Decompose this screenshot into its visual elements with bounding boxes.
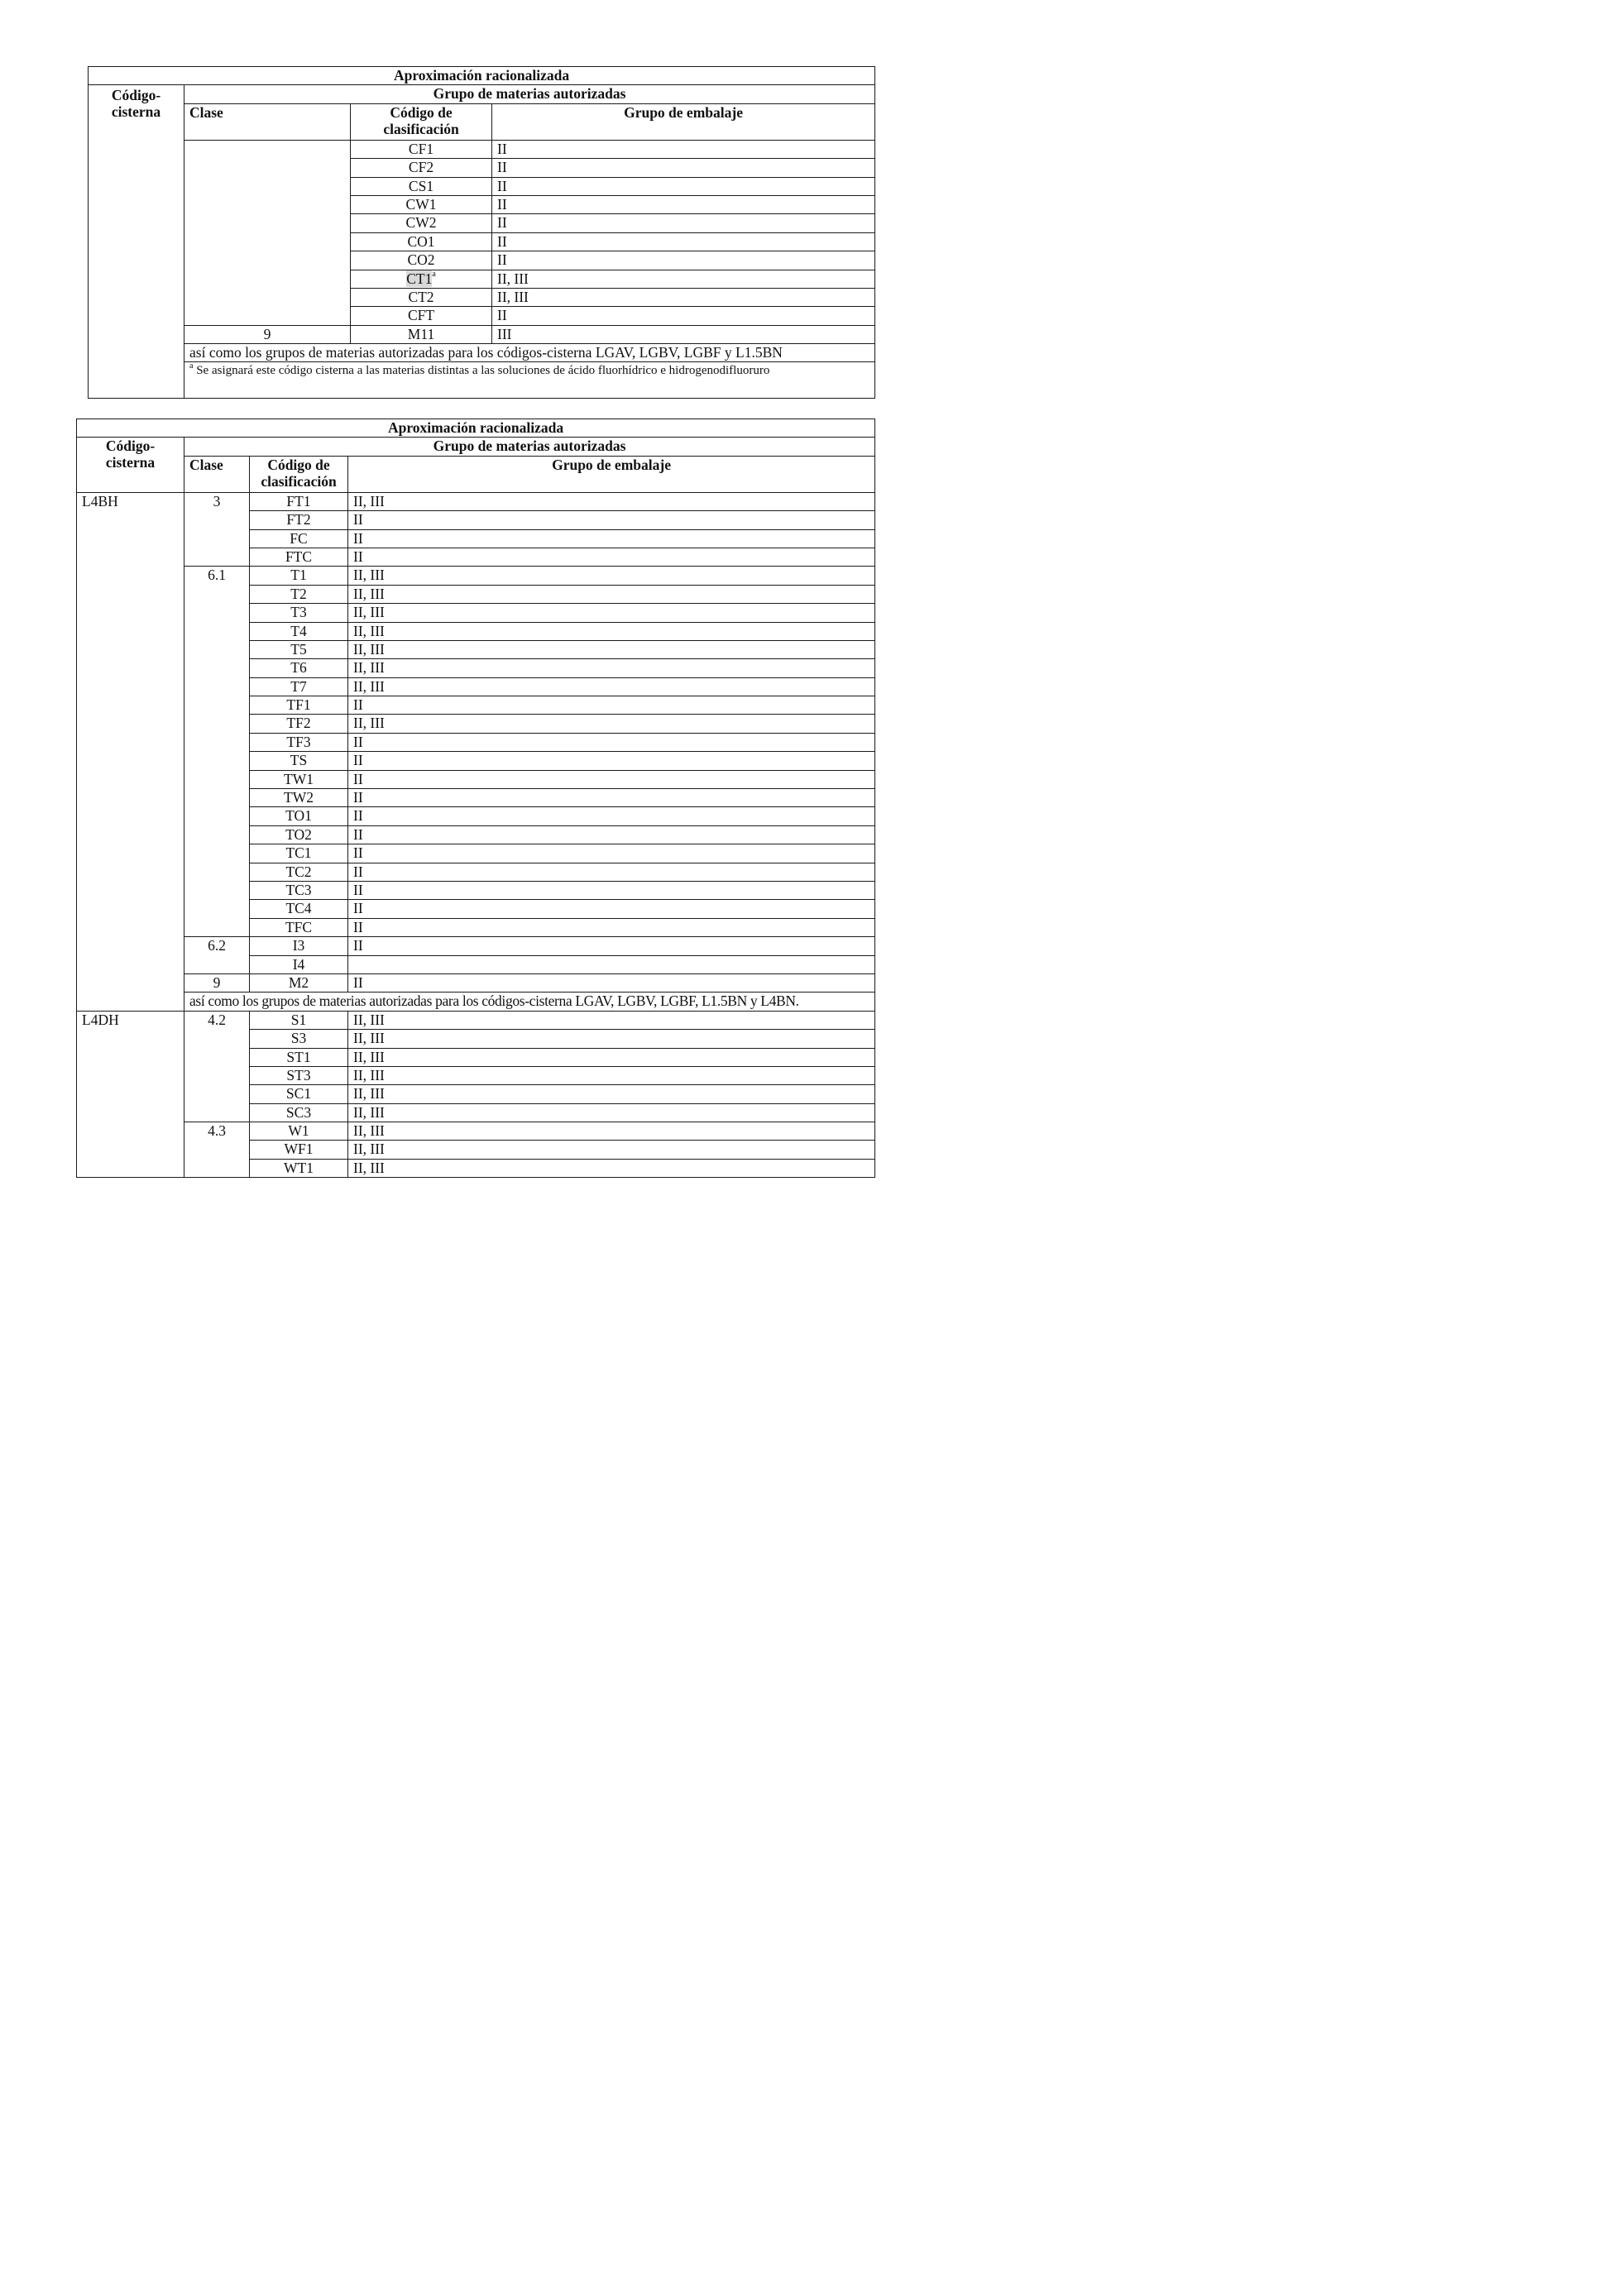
classification-code-text: CW2 [405, 214, 437, 232]
clase-value: 4.3 [184, 1122, 250, 1178]
classification-code-text: CW1 [405, 195, 437, 213]
classification-code: TF3 [250, 733, 348, 751]
packing-group: II [492, 195, 875, 213]
packing-group: II [348, 511, 875, 529]
packing-group: II [348, 844, 875, 863]
code-header: Código- cisterna [77, 438, 184, 492]
classification-code: S1 [250, 1011, 348, 1029]
table-row [89, 140, 875, 158]
table-1 [88, 66, 875, 399]
classification-code [351, 251, 492, 270]
packing-group: II, III [348, 492, 875, 510]
table-2 [76, 419, 875, 1178]
group-header: Grupo de materias autorizadas [184, 85, 875, 103]
footnote [184, 362, 875, 399]
group-header: Grupo de materias autorizadas [184, 438, 875, 456]
classification-code: SC3 [250, 1103, 348, 1122]
packing-group: II [348, 770, 875, 788]
classification-code: M2 [250, 973, 348, 992]
classification-code: TFC [250, 918, 348, 936]
classification-code: TF2 [250, 715, 348, 733]
clase-value: 6.2 [184, 937, 250, 974]
classification-code [351, 214, 492, 232]
packing-group: II [492, 232, 875, 251]
packing-group: II, III [348, 715, 875, 733]
packing-group: II, III [348, 585, 875, 603]
packing-group: II, III [492, 270, 875, 288]
packing-group: II, III [348, 1103, 875, 1122]
packing-group: II [348, 881, 875, 899]
packing-group: II, III [348, 567, 875, 585]
classification-code: S3 [250, 1030, 348, 1048]
table-row [77, 567, 875, 585]
classification-code: TC4 [250, 900, 348, 918]
packing-group: II [492, 251, 875, 270]
also-row [89, 344, 875, 362]
classification-code-text: CS1 [408, 177, 434, 194]
packing-group: II, III [348, 640, 875, 658]
classification-code: TC3 [250, 881, 348, 899]
packing-group: II [348, 733, 875, 751]
packing-group: II [492, 177, 875, 195]
classification-code: I3 [250, 937, 348, 955]
clase-cell-empty [184, 140, 351, 325]
packing-group: II, III [348, 622, 875, 640]
packing-group: II [348, 696, 875, 715]
table-row [77, 973, 875, 992]
packing-group: II [348, 973, 875, 992]
also-text: así como los grupos de materias autorizadas para los códigos-cisterna LGAV, LGBV, LGBF, L1.5BN y L4BN. [184, 993, 875, 1011]
packing-group: II, III [348, 1141, 875, 1159]
footnote-mark: a [189, 361, 194, 371]
footnote-row [89, 362, 875, 399]
packing-group: II [492, 140, 875, 158]
classification-code: TC2 [250, 863, 348, 881]
packing-group: II, III [348, 1122, 875, 1141]
packing-group: II [348, 807, 875, 825]
packing-group: II, III [348, 1159, 875, 1177]
packing-group: II, III [492, 288, 875, 306]
col-clase-header: Clase [184, 456, 250, 492]
packing-group: II [348, 825, 875, 844]
packing-group: II, III [348, 659, 875, 677]
classification-code: M11 [351, 325, 492, 343]
classification-code-text: CO1 [407, 232, 435, 250]
classification-code: TC1 [250, 844, 348, 863]
classification-code: T3 [250, 604, 348, 622]
code-header: Código- cisterna [89, 85, 184, 399]
classification-code: FT2 [250, 511, 348, 529]
table-1-title: Aproximación racionalizada [89, 67, 875, 85]
packing-group: II [348, 752, 875, 770]
classification-code: T1 [250, 567, 348, 585]
packing-group: III [492, 325, 875, 343]
classification-code: ST3 [250, 1066, 348, 1084]
table-row [77, 1122, 875, 1141]
classification-code: TO1 [250, 807, 348, 825]
clase-value: 4.2 [184, 1011, 250, 1122]
clase-value: 9 [184, 325, 351, 343]
packing-group: II [492, 307, 875, 325]
classification-code: T6 [250, 659, 348, 677]
classification-code: T2 [250, 585, 348, 603]
footnote-marker: a [432, 269, 436, 279]
col-codigo-header: Código de clasificación [250, 456, 348, 492]
classification-code: ST1 [250, 1048, 348, 1066]
packing-group: II, III [348, 1011, 875, 1029]
classification-code [351, 232, 492, 251]
table-row [77, 937, 875, 955]
also-text: así como los grupos de materias autorizadas para los códigos-cisterna LGAV, LGBV, LGBF y L1.5BN [184, 344, 875, 362]
classification-code: WF1 [250, 1141, 348, 1159]
classification-code-text: CO2 [407, 251, 435, 269]
classification-code [351, 140, 492, 158]
clase-value: 3 [184, 492, 250, 567]
col-grupo-header: Grupo de embalaje [348, 456, 875, 492]
packing-group: II, III [348, 1085, 875, 1103]
packing-group: II [348, 548, 875, 566]
classification-code-text: CF2 [408, 159, 434, 176]
classification-code [351, 307, 492, 325]
classification-code [351, 270, 492, 288]
classification-code: TF1 [250, 696, 348, 715]
also-row [77, 993, 875, 1011]
classification-code [351, 159, 492, 177]
table-row [89, 325, 875, 343]
col-clase-header: Clase [184, 103, 351, 140]
packing-group: II, III [348, 1030, 875, 1048]
footnote-text: Se asignará este código cisterna a las materias distintas a las soluciones de ácido fluorhídrico e hidrogenodifluoruro [193, 364, 770, 378]
packing-group: II, III [348, 1048, 875, 1066]
packing-group [348, 955, 875, 973]
classification-code: W1 [250, 1122, 348, 1141]
classification-code: T7 [250, 677, 348, 696]
classification-code: T5 [250, 640, 348, 658]
classification-code: SC1 [250, 1085, 348, 1103]
classification-code-text: CT1 [406, 270, 433, 287]
col-grupo-header: Grupo de embalaje [492, 103, 875, 140]
packing-group: II, III [348, 604, 875, 622]
clase-value: 9 [184, 973, 250, 992]
classification-code: I4 [250, 955, 348, 973]
packing-group: II [348, 900, 875, 918]
classification-code: TW2 [250, 789, 348, 807]
clase-value: 6.1 [184, 567, 250, 937]
classification-code [351, 177, 492, 195]
classification-code: FTC [250, 548, 348, 566]
packing-group: II [348, 789, 875, 807]
classification-code-text: CFT [407, 307, 435, 324]
classification-code [351, 195, 492, 213]
tank-code: L4BH [77, 492, 184, 1011]
tank-code: L4DH [77, 1011, 184, 1178]
packing-group: II, III [348, 1066, 875, 1084]
packing-group: II [492, 214, 875, 232]
packing-group: II [348, 937, 875, 955]
packing-group: II [348, 529, 875, 548]
packing-group: II [348, 918, 875, 936]
classification-code-text: CF1 [408, 140, 434, 157]
packing-group: II [348, 863, 875, 881]
packing-group: II, III [348, 677, 875, 696]
table-row [77, 1011, 875, 1029]
classification-code: T4 [250, 622, 348, 640]
packing-group: II [492, 159, 875, 177]
table-row [77, 492, 875, 510]
classification-code [351, 288, 492, 306]
classification-code: WT1 [250, 1159, 348, 1177]
table-2-title: Aproximación racionalizada [77, 419, 875, 438]
classification-code: FC [250, 529, 348, 548]
classification-code: TW1 [250, 770, 348, 788]
classification-code: FT1 [250, 492, 348, 510]
classification-code: TO2 [250, 825, 348, 844]
classification-code: TS [250, 752, 348, 770]
col-codigo-header: Código de clasificación [351, 103, 492, 140]
classification-code-text: CT2 [408, 288, 434, 305]
